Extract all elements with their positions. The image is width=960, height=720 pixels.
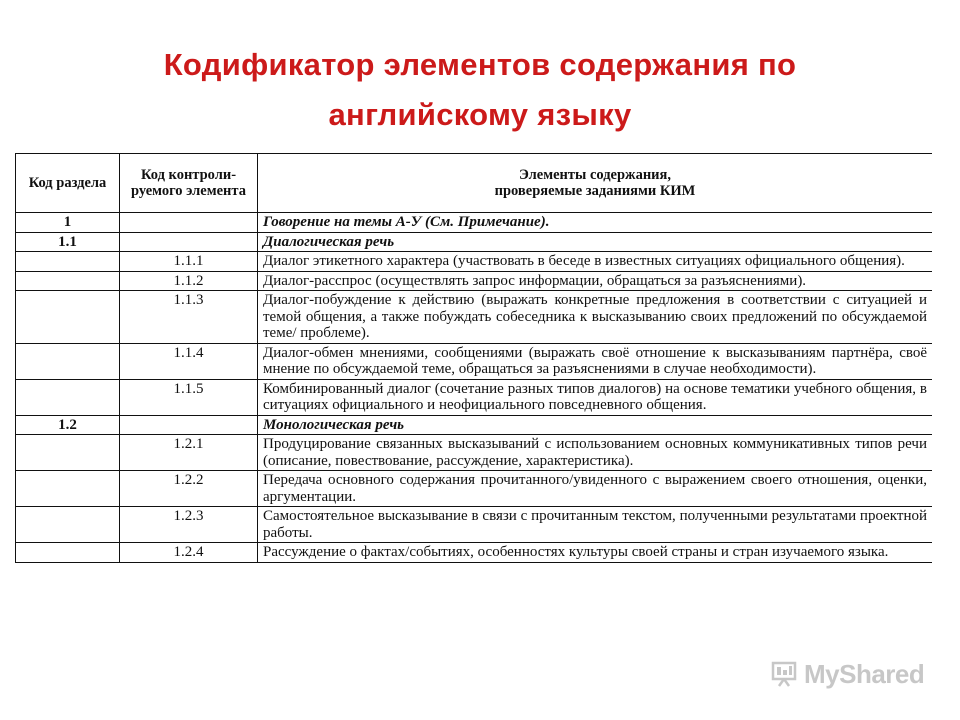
table-row — [16, 507, 933, 543]
section-code-cell: 1 — [16, 213, 120, 233]
element-code-cell: 1.1.2 — [120, 271, 258, 291]
section-code-cell — [16, 471, 120, 507]
element-code-cell: 1.1.4 — [120, 343, 258, 379]
slide-title — [0, 40, 960, 140]
presentation-icon — [770, 660, 798, 688]
element-code-cell: 1.2.2 — [120, 471, 258, 507]
section-title-cell: Говорение на темы А-У (См. Примечание). — [258, 213, 933, 233]
table-row — [16, 415, 933, 435]
table-row — [16, 232, 933, 252]
header-section-code: Код раздела — [16, 154, 120, 213]
watermark — [770, 656, 930, 692]
watermark-text: MyShared — [804, 658, 925, 689]
table-row — [16, 343, 933, 379]
section-code-cell — [16, 271, 120, 291]
header-content-line-1: Элементы содержания, — [519, 167, 671, 183]
table-row — [16, 471, 933, 507]
element-code-cell: 1.1.1 — [120, 252, 258, 272]
content-description-cell: Продуцирование связанных высказываний с использованием основных коммуникативных типов речи (описание, повествование, рассуждение, характеристика). — [258, 435, 933, 471]
element-code-cell: 1.2.1 — [120, 435, 258, 471]
content-description-cell: Диалог-обмен мнениями, сообщениями (выражать своё отношение к высказываниям партнёра, своё мнение по обсуждаемой теме, обращаться за разъяснениями в случае необходимости). — [258, 343, 933, 379]
element-code-cell — [120, 415, 258, 435]
table-row — [16, 379, 933, 415]
table-body — [16, 213, 933, 563]
section-code-cell — [16, 291, 120, 344]
table-row — [16, 271, 933, 291]
header-element-code: Код контроли-руемого элемента — [120, 154, 258, 213]
content-description-cell: Диалог-расспрос (осуществлять запрос информации, обращаться за разъяснениями). — [258, 271, 933, 291]
table-row — [16, 543, 933, 563]
header-content-elements — [258, 154, 933, 213]
section-code-cell — [16, 252, 120, 272]
section-code-cell: 1.1 — [16, 232, 120, 252]
table-row — [16, 435, 933, 471]
element-code-cell: 1.2.4 — [120, 543, 258, 563]
section-code-cell — [16, 435, 120, 471]
content-description-cell: Рассуждение о фактах/событиях, особенностях культуры своей страны и стран изучаемого языка. — [258, 543, 933, 563]
section-title-cell: Диалогическая речь — [258, 232, 933, 252]
section-code-cell — [16, 379, 120, 415]
section-code-cell — [16, 543, 120, 563]
element-code-cell: 1.2.3 — [120, 507, 258, 543]
content-description-cell: Диалог-побуждение к действию (выражать конкретные предложения в соответствии с ситуацией и темой общения, а также побуждать собеседника к высказыванию своих предложений по обсуждаемой теме/ проблеме). — [258, 291, 933, 344]
table-row — [16, 252, 933, 272]
content-description-cell: Комбинированный диалог (сочетание разных типов диалогов) на основе тематики учебного общения, в ситуациях официального и неофициального повседневного общения. — [258, 379, 933, 415]
header-content-line-2: проверяемые заданиями КИМ — [494, 183, 696, 199]
section-code-cell — [16, 507, 120, 543]
section-code-cell — [16, 343, 120, 379]
content-description-cell: Диалог этикетного характера (участвовать в беседе в известных ситуациях официального общения). — [258, 252, 933, 272]
table-row — [16, 291, 933, 344]
element-code-cell — [120, 232, 258, 252]
element-code-cell: 1.1.5 — [120, 379, 258, 415]
section-title-cell: Монологическая речь — [258, 415, 933, 435]
codifier-document — [15, 153, 932, 698]
section-code-cell: 1.2 — [16, 415, 120, 435]
codifier-table — [15, 153, 932, 563]
table-header-row — [16, 154, 933, 213]
element-code-cell — [120, 213, 258, 233]
element-code-cell: 1.1.3 — [120, 291, 258, 344]
title-line-2: английскому языку — [328, 97, 632, 132]
content-description-cell: Передача основного содержания прочитанного/увиденного с выражением своего отношения, оценки, аргументации. — [258, 471, 933, 507]
table-row — [16, 213, 933, 233]
title-line-1: Кодификатор элементов содержания по — [163, 47, 797, 82]
content-description-cell: Самостоятельное высказывание в связи с прочитанным текстом, полученными результатами проектной работы. — [258, 507, 933, 543]
